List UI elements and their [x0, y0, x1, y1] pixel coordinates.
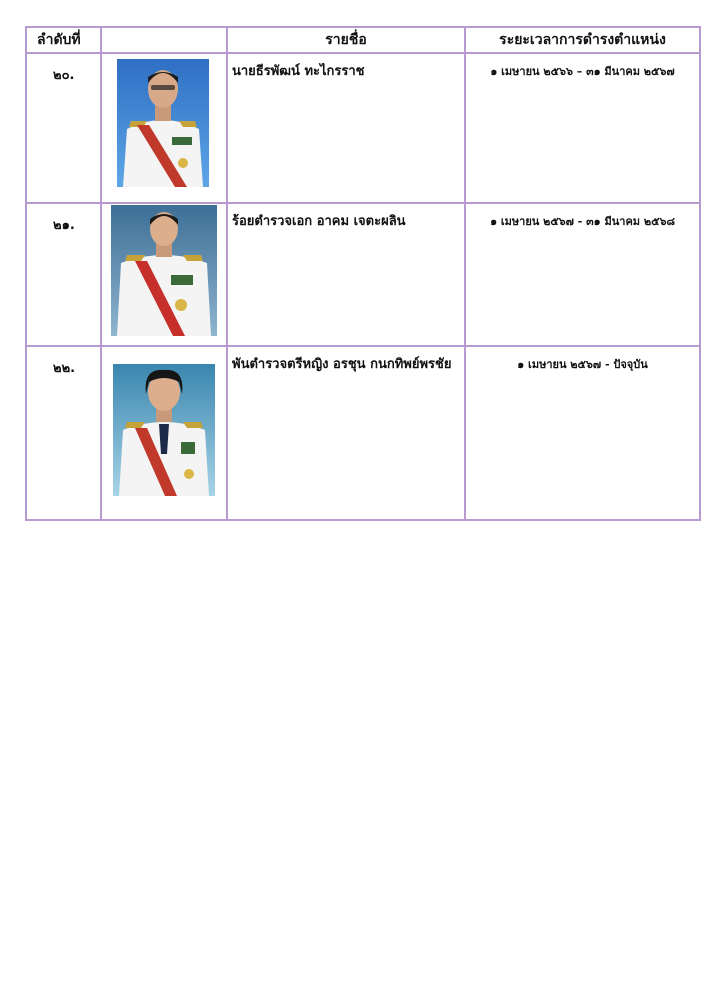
header-photo — [101, 27, 227, 53]
officeholders-table — [25, 26, 701, 521]
portrait-photo — [117, 59, 209, 187]
order-number: ๒๑. — [26, 203, 101, 346]
photo-cell — [101, 346, 227, 520]
portrait-photo — [111, 205, 217, 336]
term-period: ๑ เมษายน ๒๕๖๗ - ๓๑ มีนาคม ๒๕๖๘ — [465, 203, 700, 346]
table-row — [26, 203, 700, 346]
header-order: ลำดับที่ — [26, 27, 101, 53]
header-row — [26, 27, 700, 53]
table-row — [26, 53, 700, 203]
header-name: รายชื่อ — [227, 27, 465, 53]
term-period: ๑ เมษายน ๒๕๖๖ – ๓๑ มีนาคม ๒๕๖๗ — [465, 53, 700, 203]
term-period: ๑ เมษายน ๒๕๖๗ - ปัจจุบัน — [465, 346, 700, 520]
person-name: ร้อยตำรวจเอก อาคม เจตะผลิน — [227, 203, 465, 346]
portrait-photo — [113, 364, 215, 496]
header-period: ระยะเวลาการดำรงตำแหน่ง — [465, 27, 700, 53]
person-name: นายธีรพัฒน์ ทะไกรราช — [227, 53, 465, 203]
table-row — [26, 346, 700, 520]
photo-cell — [101, 53, 227, 203]
order-number: ๒๒. — [26, 346, 101, 520]
person-name: พันตำรวจตรีหญิง อรชุน กนกทิพย์พรชัย — [227, 346, 465, 520]
order-number: ๒๐. — [26, 53, 101, 203]
photo-cell — [101, 203, 227, 346]
